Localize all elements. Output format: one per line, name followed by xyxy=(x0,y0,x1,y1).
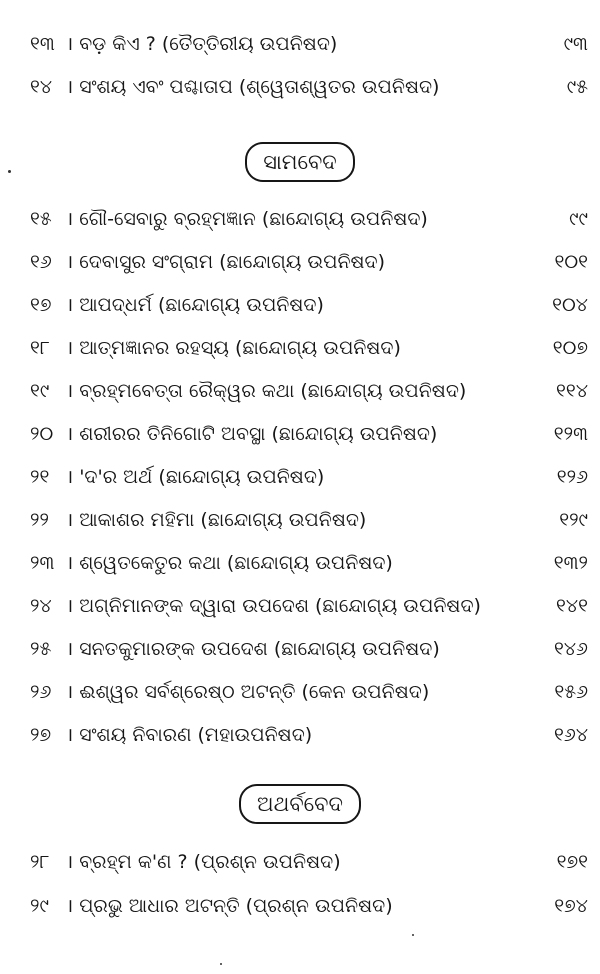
entry-title: ଆତ୍ମଜ୍ଞାନର ରହସ୍ୟ (ଛାନ୍ଦୋଗ୍ୟ ଉପନିଷଦ) xyxy=(79,337,401,359)
toc-entry xyxy=(30,503,590,537)
toc-entry xyxy=(30,245,590,279)
toc-entry xyxy=(30,546,590,580)
entry-separator: । xyxy=(66,509,74,531)
entry-separator: । xyxy=(66,294,74,316)
scan-speck xyxy=(220,963,222,965)
toc-entry xyxy=(30,460,590,494)
entry-page-number: ୯୩ xyxy=(563,33,588,55)
entry-page-number: ୧୪୬ xyxy=(553,638,588,660)
entry-number: ୨୯ xyxy=(30,895,49,917)
toc-entry xyxy=(30,889,590,923)
entry-separator: । xyxy=(66,33,74,55)
entry-page-number: ୧୬୪ xyxy=(553,724,588,746)
entry-number: ୨୮ xyxy=(30,851,50,873)
section-heading-label: ଅଥର୍ବବେଦ xyxy=(239,784,361,824)
toc-entry xyxy=(30,288,590,322)
entry-separator: । xyxy=(66,380,74,402)
toc-entry xyxy=(30,27,590,61)
entry-title: ଶରୀରର ତିନିଗୋଟି ଅବସ୍ଥା (ଛାନ୍ଦୋଗ୍ୟ ଉପନିଷଦ) xyxy=(79,423,438,445)
entry-title: ସଂଶୟ ଏବଂ ପଶ୍ଚାତାପ (ଶ୍ୱେତାଶ୍ୱତର ଉପନିଷଦ) xyxy=(79,76,440,98)
entry-separator: । xyxy=(66,895,74,917)
entry-page-number: ୯୫ xyxy=(566,76,588,98)
entry-number: ୨୪ xyxy=(30,595,52,617)
entry-title: 'ଦ'ର ଅର୍ଥ (ଛାନ୍ଦୋଗ୍ୟ ଉପନିଷଦ) xyxy=(79,466,325,488)
entry-separator: । xyxy=(66,76,74,98)
entry-title: ଶ୍ୱେତକେତୁର କଥା (ଛାନ୍ଦୋଗ୍ୟ ଉପନିଷଦ) xyxy=(79,552,393,574)
entry-number: ୧୯ xyxy=(30,380,50,402)
scan-speck xyxy=(8,170,11,173)
entry-number: ୧୮ xyxy=(30,337,50,359)
toc-entry xyxy=(30,202,590,236)
entry-title: ଈଶ୍ୱର ସର୍ବଶ୍ରେଷ୍ଠ ଅଟନ୍ତି (କେନ ଉପନିଷଦ) xyxy=(79,681,430,703)
entry-title: ଆପଦ୍ଧର୍ମ (ଛାନ୍ଦୋଗ୍ୟ ଉପନିଷଦ) xyxy=(79,294,324,316)
section-heading-label: ସାମବେଦ xyxy=(245,142,354,182)
entry-title: ବଡ଼ କିଏ ? (ତୈତ୍ତିରୀୟ ଉପନିଷଦ) xyxy=(79,33,338,55)
entry-title: ବ୍ରହ୍ମବେତ୍ତା ରୈକ୍ୱର କଥା (ଛାନ୍ଦୋଗ୍ୟ ଉପନିଷଦ) xyxy=(79,380,467,402)
entry-separator: । xyxy=(66,595,74,617)
entry-page-number: ୧୩୨ xyxy=(553,552,588,574)
entry-number: ୧୩ xyxy=(30,33,55,55)
toc-entry xyxy=(30,70,590,104)
entry-page-number: ୯୯ xyxy=(569,208,588,230)
entry-number: ୨୧ xyxy=(30,466,50,488)
entry-separator: । xyxy=(66,851,74,873)
entry-number: ୧୪ xyxy=(30,76,53,98)
entry-separator: । xyxy=(66,337,74,359)
entry-page-number: ୧୦୧ xyxy=(554,251,588,273)
entry-number: ୧୬ xyxy=(30,251,52,273)
entry-page-number: ୧୪୧ xyxy=(556,595,588,617)
entry-separator: । xyxy=(66,208,74,230)
entry-page-number: ୧୫୬ xyxy=(554,681,588,703)
entry-page-number: ୧୨୬ xyxy=(556,466,588,488)
entry-number: ୨୦ xyxy=(30,423,54,445)
entry-title: ସଂଶୟ ନିବାରଣ (ମହାଉପନିଷଦ) xyxy=(79,724,313,746)
entry-page-number: ୧୧୪ xyxy=(556,380,588,402)
entry-number: ୨୫ xyxy=(30,638,52,660)
entry-title: ପ୍ରଭୁ ଆଧାର ଅଟନ୍ତି (ପ୍ରଶ୍ନ ଉପନିଷଦ) xyxy=(79,895,393,917)
section-heading-samaveda xyxy=(0,142,600,186)
entry-title: ବ୍ରହ୍ମ କ'ଣ ? (ପ୍ରଶ୍ନ ଉପନିଷଦ) xyxy=(79,851,341,873)
toc-entry xyxy=(30,845,590,879)
entry-title: ଅଗ୍ନିମାନଙ୍କ ଦ୍ୱାରା ଉପଦେଶ (ଛାନ୍ଦୋଗ୍ୟ ଉପନିଷଦ) xyxy=(79,595,481,617)
toc-entry xyxy=(30,374,590,408)
entry-separator: । xyxy=(66,638,74,660)
entry-separator: । xyxy=(66,552,74,574)
entry-number: ୨୩ xyxy=(30,552,55,574)
entry-separator: । xyxy=(66,251,74,273)
entry-page-number: ୧୦୭ xyxy=(552,337,588,359)
toc-entry xyxy=(30,718,590,752)
entry-number: ୨୬ xyxy=(30,681,52,703)
entry-number: ୧୭ xyxy=(30,294,52,316)
entry-number: ୨୭ xyxy=(30,724,52,746)
entry-title: ଦେବାସୁର ସଂଗ୍ରାମ (ଛାନ୍ଦୋଗ୍ୟ ଉପନିଷଦ) xyxy=(79,251,386,273)
entry-title: ସନତକୁମାରଙ୍କ ଉପଦେଶ (ଛାନ୍ଦୋଗ୍ୟ ଉପନିଷଦ) xyxy=(79,638,440,660)
entry-page-number: ୧୭୪ xyxy=(554,895,588,917)
entry-title: ଆକାଶର ମହିମା (ଛାନ୍ଦୋଗ୍ୟ ଉପନିଷଦ) xyxy=(79,509,367,531)
section-heading-atharvaveda xyxy=(0,784,600,828)
toc-entry xyxy=(30,589,590,623)
entry-number: ୨୨ xyxy=(30,509,49,531)
entry-separator: । xyxy=(66,681,74,703)
entry-separator: । xyxy=(66,423,74,445)
entry-page-number: ୧୨୯ xyxy=(559,509,588,531)
entry-separator: । xyxy=(66,724,74,746)
entry-page-number: ୧୭୧ xyxy=(556,851,588,873)
toc-entry xyxy=(30,331,590,365)
entry-page-number: ୧୦୪ xyxy=(552,294,588,316)
scan-speck xyxy=(412,934,414,936)
toc-entry xyxy=(30,675,590,709)
toc-entry xyxy=(30,632,590,666)
entry-separator: । xyxy=(66,466,74,488)
entry-number: ୧୫ xyxy=(30,208,52,230)
toc-entry xyxy=(30,417,590,451)
entry-title: ଗୌ-ସେବାରୁ ବ୍ରହ୍ମଜ୍ଞାନ (ଛାନ୍ଦୋଗ୍ୟ ଉପନିଷଦ) xyxy=(79,208,428,230)
entry-page-number: ୧୨୩ xyxy=(553,423,588,445)
